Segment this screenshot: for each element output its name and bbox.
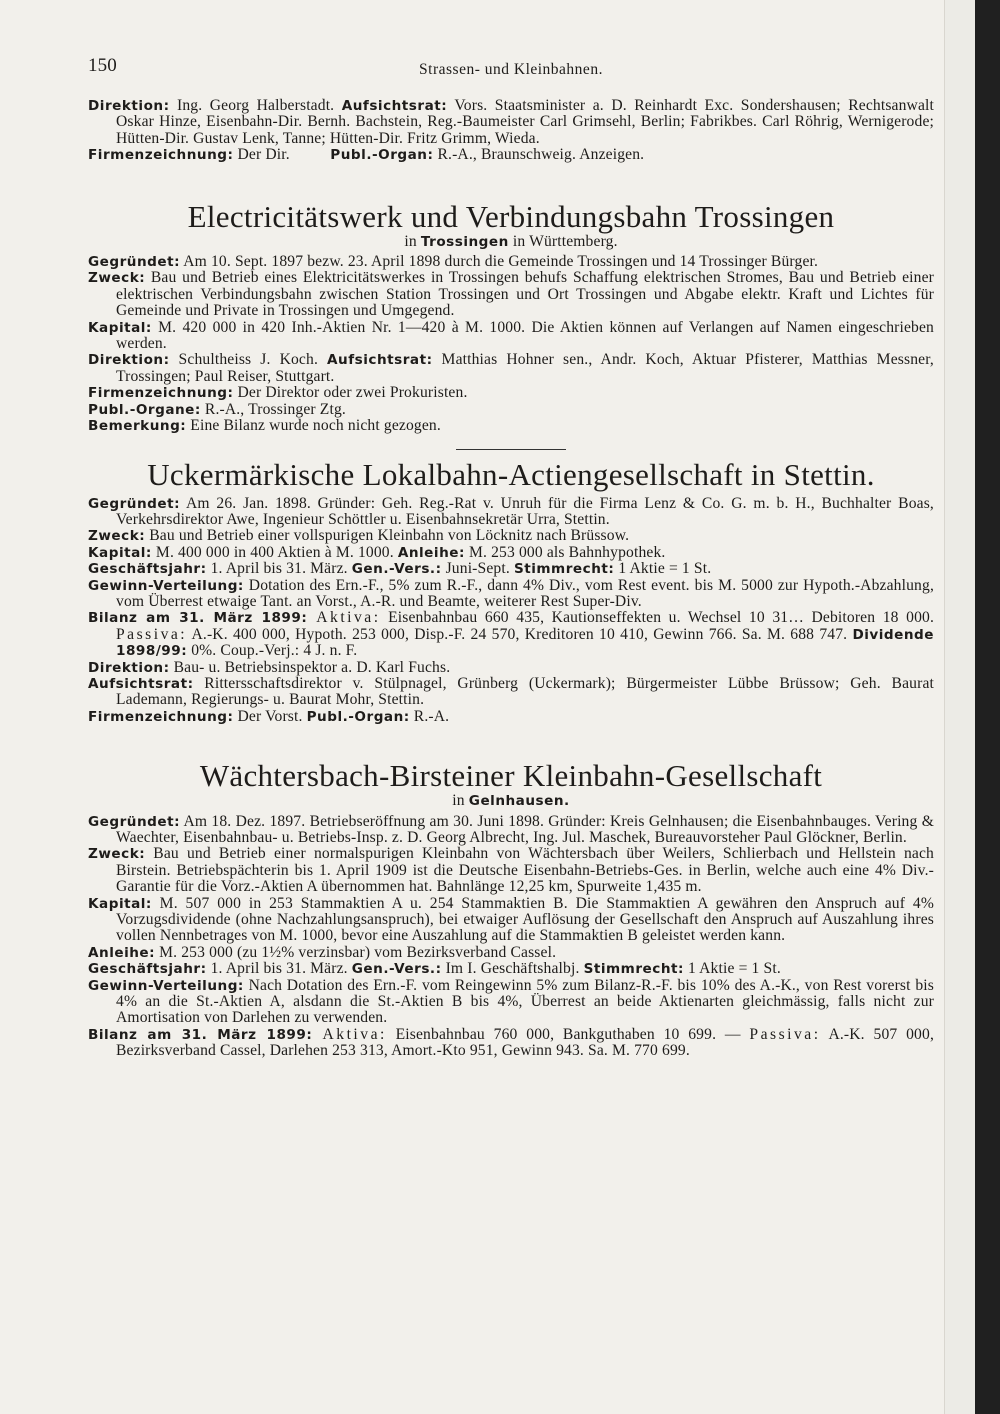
field-label: Stimmrecht:	[513, 561, 615, 578]
company-entry	[88, 200, 934, 435]
entry-paragraph: Gegründet: Am 18. Dez. 1897. Betriebseröffnung am 30. Juni 1898. Gründer: Kreis Gelnhausen; die Eisenbahnbauges. Vering & Waechter, Eisenbahnbau- u. Betriebs-Insp. z. D. Georg Albrecht, Ing. Jul. Maschek, Bureauvorsteher Paul Glöckner, Berlin.	[88, 812, 934, 846]
field-label: Aufsichtsrat:	[341, 98, 448, 114]
field-label: Geschäftsjahr:	[88, 961, 207, 978]
field-label: Anleihe:	[397, 544, 465, 561]
entry-paragraph: Gewinn-Verteilung: Dotation des Ern.-F., 5% zum R.-F., dann 4% Div., vom Rest event. bis M. 5000 zur Hypoth.-Abzahlung, vom Überrest etwaige Tant. an Vorst., A.-R. und Beamte, weiterer Rest Super-Div.	[88, 576, 934, 610]
field-label: Kapital:	[88, 319, 152, 336]
entry-paragraph: Firmenzeichnung: Der Direktor oder zwei Prokuristen.	[88, 384, 468, 402]
field-label: Bilanz am 31. März 1899:	[88, 1026, 313, 1043]
field-label: Gegründet:	[88, 254, 181, 271]
page-header	[88, 55, 934, 98]
entry-paragraph: Aufsichtsrat: Rittersschaftsdirektor v. Stülpnagel, Grünberg (Uckermark); Bürgermeister Lübbe Brüssow; Geh. Baurat Lademann, Regierungs- u. Baurat Mohr, Stettin.	[88, 674, 934, 709]
entry-paragraph: Kapital: M. 420 000 in 420 Inh.-Aktien Nr. 1—420 à M. 1000. Die Aktien können auf Verlangen auf Namen eingeschrieben werden.	[88, 318, 934, 353]
page-number: 150	[88, 55, 117, 76]
field-label: Zweck:	[88, 846, 146, 863]
field-label: Publ.-Organ:	[330, 147, 434, 164]
field-label: Publ.-Organ:	[306, 708, 410, 725]
field-label: Gegründet:	[88, 813, 181, 830]
field-label: Dividende 1898/99:	[116, 626, 934, 660]
field-label: Stimmrecht:	[583, 961, 684, 978]
field-label: Direktion:	[88, 659, 170, 676]
field-label: Firmenzeichnung:	[88, 147, 234, 164]
entry-paragraph: Bemerkung: Eine Bilanz wurde noch nicht gezogen.	[88, 417, 441, 435]
entry-paragraph: Geschäftsjahr: 1. April bis 31. März. Gen.-Vers.: Juni-Sept. Stimmrecht: 1 Aktie = 1 St.	[88, 560, 712, 578]
entry-paragraph: Geschäftsjahr: 1. April bis 31. März. Gen.-Vers.: Im I. Geschäftshalbj. Stimmrecht: 1 Aktie = 1 St.	[88, 960, 781, 978]
entry-paragraph: Direktion: Schultheiss J. Koch. Aufsichtsrat: Matthias Hohner sen., Andr. Koch, Aktuar Pfisterer, Matthias Messner, Trossingen; Paul Reiser, Stuttgart.	[88, 351, 934, 385]
field-label: Firmenzeichnung:	[88, 708, 234, 725]
company-entry	[88, 458, 934, 726]
field-label: Direktion:	[88, 352, 170, 369]
running-title: Strassen- und Kleinbahnen.	[419, 61, 603, 78]
scan-border	[975, 0, 1000, 1414]
entry-paragraph: Gegründet: Am 10. Sept. 1897 bezw. 23. April 1898 durch die Gemeinde Trossingen und 14 Trossinger Bürger.	[88, 253, 819, 271]
field-label: Publ.-Organe:	[88, 401, 201, 418]
field-label: Aufsichtsrat:	[327, 352, 433, 369]
field-label: Firmenzeichnung:	[88, 385, 234, 402]
field-label: Aufsichtsrat:	[88, 675, 194, 692]
intro-block	[88, 98, 934, 164]
entry-paragraph: Direktion: Bau- u. Betriebsinspektor a. D. Karl Fuchs.	[88, 658, 451, 676]
entry-paragraph: Anleihe: M. 253 000 (zu 1½% verzinsbar) vom Bezirksverband Cassel.	[88, 943, 557, 961]
field-label: Gen.-Vers.:	[351, 961, 442, 978]
entry-paragraph: Zweck: Bau und Betrieb eines Elektricitätswerkes in Trossingen behufs Schaffung elektrischen Stromes, Bau und Betrieb einer elektrischen Verbindungsbahn zwischen Station Trossingen und Ort Trossingen und Abgabe elektr. Kraft und Lichtes für Gemeinde und Private in Trossingen und Umgegend.	[88, 269, 934, 320]
facing-page-edge	[944, 0, 976, 1414]
entry-paragraph: Zweck: Bau und Betrieb einer normalspurigen Kleinbahn von Wächtersbach über Weilers, Schlierbach und Hellstein nach Birstein. Betriebspächterin bis 1. April 1909 ist die Deutsche Eisenbahn-Betriebs-Ges. in Berlin, welche auch eine 4% Div.-Garantie für die Vorz.-Aktien A übernommen hat. Bahnlänge 12,25 km, Spurweite 1,435 m.	[88, 845, 934, 896]
company-title: Wächtersbach-Birsteiner Kleinbahn-Gesellschaft	[199, 758, 823, 794]
field-label: Kapital:	[88, 895, 152, 912]
company-title: Electricitätswerk und Verbindungsbahn Trossingen	[187, 198, 835, 234]
entry-paragraph: Publ.-Organe: R.-A., Trossinger Ztg.	[88, 400, 346, 418]
entry-paragraph: Bilanz am 31. März 1899: Aktiva: Eisenbahnbau 760 000, Bankguthaben 10 699. — Passiva: A.-K. 507 000, Bezirksverband Cassel, Darlehen 253 313, Amort.-Kto 951, Gewinn 943. Sa. M. 770 699.	[88, 1025, 934, 1060]
field-label: Bilanz am 31. März 1899:	[88, 610, 308, 627]
field-label: Gewinn-Verteilung:	[88, 977, 244, 994]
company-entry	[88, 759, 934, 1060]
entry-paragraph: Gewinn-Verteilung: Nach Dotation des Ern.-F. vom Reingewinn 5% zum Bilanz-R.-F. bis 10% des A.-K., von Rest vorerst bis 4% an die St.-Aktien A, alsdann die St.-Aktien B bis 4%, Überrest an beide Aktienarten gleichmässig, falls nicht zur Amortisation von Darlehen zu verwenden.	[88, 976, 934, 1027]
field-label: Anleihe:	[88, 944, 156, 961]
field-label: Direktion:	[88, 98, 170, 114]
intro-paragraph: Direktion: Ing. Georg Halberstadt. Aufsichtsrat: Vors. Staatsminister a. D. Reinhardt Exc. Sondershausen; Rechtsanwalt Oskar Hinze, Eisenbahn-Dir. Bernh. Bachstein, Reg.-Baumeister Carl Grimsehl, Berlin; Fabrikbes. Carl Röhrig, Wernigerode; Hütten-Dir. Gustav Lenk, Tanne; Hütten-Dir. Fritz Grimm, Wieda.	[88, 97, 935, 147]
intro-paragraph: Firmenzeichnung: Der Dir. Publ.-Organ: R.-A., Braunschweig. Anzeigen.	[88, 146, 645, 164]
entry-paragraph: Gegründet: Am 26. Jan. 1898. Gründer: Geh. Reg.-Rat v. Unruh für die Firma Lenz & Co. G. m. b. H., Buchhalter Boas, Verkehrsdirektor Awe, Ingenieur Schöttler u. Eisenbahnsekretär Urra, Stettin.	[88, 494, 934, 528]
entry-paragraph: Kapital: M. 400 000 in 400 Aktien à M. 1000. Anleihe: M. 253 000 als Bahnhypothek.	[88, 543, 666, 561]
company-title: Uckermärkische Lokalbahn-Actiengesellschaft in Stettin.	[147, 456, 875, 492]
field-label: Geschäftsjahr:	[88, 561, 207, 578]
entry-paragraph: Bilanz am 31. März 1899: Aktiva: Eisenbahnbau 660 435, Kautionseffekten u. Wechsel 10 31… Debitoren 18 000. Passiva: A.-K. 400 000, Hypoth. 253 000, Disp.-F. 24 570, Kreditoren 10 410, Gewinn 766. Sa. M. 688 747. Dividende 1898/99: 0%. Coup.-Verj.: 4 J. n. F.	[88, 609, 935, 660]
field-label: Gegründet:	[88, 495, 181, 512]
field-label: Zweck:	[88, 528, 146, 545]
entry-paragraph: Zweck: Bau und Betrieb einer vollspurigen Kleinbahn von Löcknitz nach Brüssow.	[88, 527, 630, 545]
page-content	[88, 55, 935, 1060]
field-label: Gewinn-Verteilung:	[88, 577, 244, 594]
field-label: Bemerkung:	[88, 418, 187, 435]
company-location: in Trossingen in Württemberg.	[404, 232, 618, 250]
company-location: in Gelnhausen.	[452, 792, 570, 810]
field-label: Zweck:	[88, 270, 146, 287]
entry-paragraph: Firmenzeichnung: Der Vorst. Publ.-Organ: R.-A.	[88, 707, 450, 725]
entry-paragraph: Kapital: M. 507 000 in 253 Stammaktien A u. 254 Stammaktien B. Die Stammaktien A gewähren den Anspruch auf 4% Vorzugsdividende (ohne Nachzahlungsanspruch), bei etwaiger Auflösung der Gesellschaft den Anspruch auf Auszahlung ihres vollen Nennbetrages von M. 1000, bevor eine Auszahlung auf die Stammaktien B geleistet werden kann.	[88, 894, 934, 945]
field-label: Kapital:	[88, 544, 152, 561]
field-label: Gen.-Vers.:	[351, 561, 442, 578]
